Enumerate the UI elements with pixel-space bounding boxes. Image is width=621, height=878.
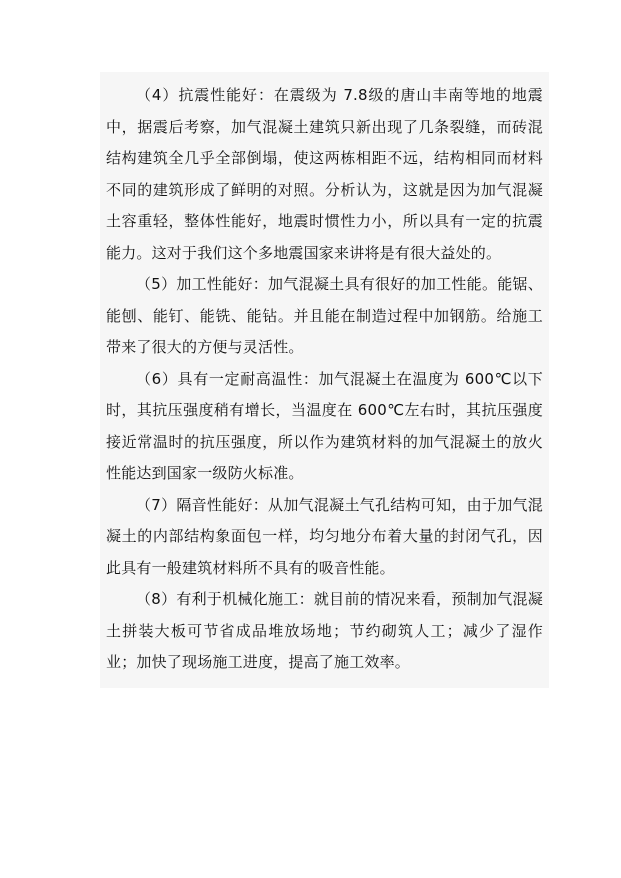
paragraph-heat-resistance: （6）具有一定耐高温性：加气混凝土在温度为 600℃以下时，其抗压强度稍有增长，当温度在 600℃左右时，其抗压强度接近常温时的抗压强度，所以作为建筑材料的加气混凝土的放火性能达到国家一级防火标准。 — [106, 369, 543, 482]
paragraph-seismic-performance: （4）抗震性能好：在震级为 7.8级的唐山丰南等地的地震中，据震后考察，加气混凝土建筑只新出现了几条裂缝，而砖混结构建筑全几乎全部倒塌，使这两栋相距不远，结构相同而材料不同的建筑形成了鲜明的对照。分析认为，这就是因为加气混凝土容重轻，整体性能好，地震时惯性力小，所以具有一定的抗震能力。这对于我们这个多地震国家来讲将是有很大益处的。 — [106, 86, 543, 262]
document-text-block — [100, 72, 549, 688]
paragraph-sound-insulation: （7）隔音性能好：从加气混凝土气孔结构可知，由于加气混凝土的内部结构象面包一样，均匀地分布着大量的封闭气孔，因此具有一般建筑材料所不具有的吸音性能。 — [106, 495, 543, 577]
paragraph-mechanized-construction: （8）有利于机械化施工：就目前的情况来看，预制加气混凝土拼装大板可节省成品堆放场地；节约砌筑人工；减少了湿作业；加快了现场施工进度，提高了施工效率。 — [106, 590, 543, 671]
paragraph-workability: （5）加工性能好：加气混凝土具有很好的加工性能。能锯、能刨、能钉、能铣、能钻。并且能在制造过程中加钢筋。给施工带来了很大的方便与灵活性。 — [106, 275, 543, 356]
